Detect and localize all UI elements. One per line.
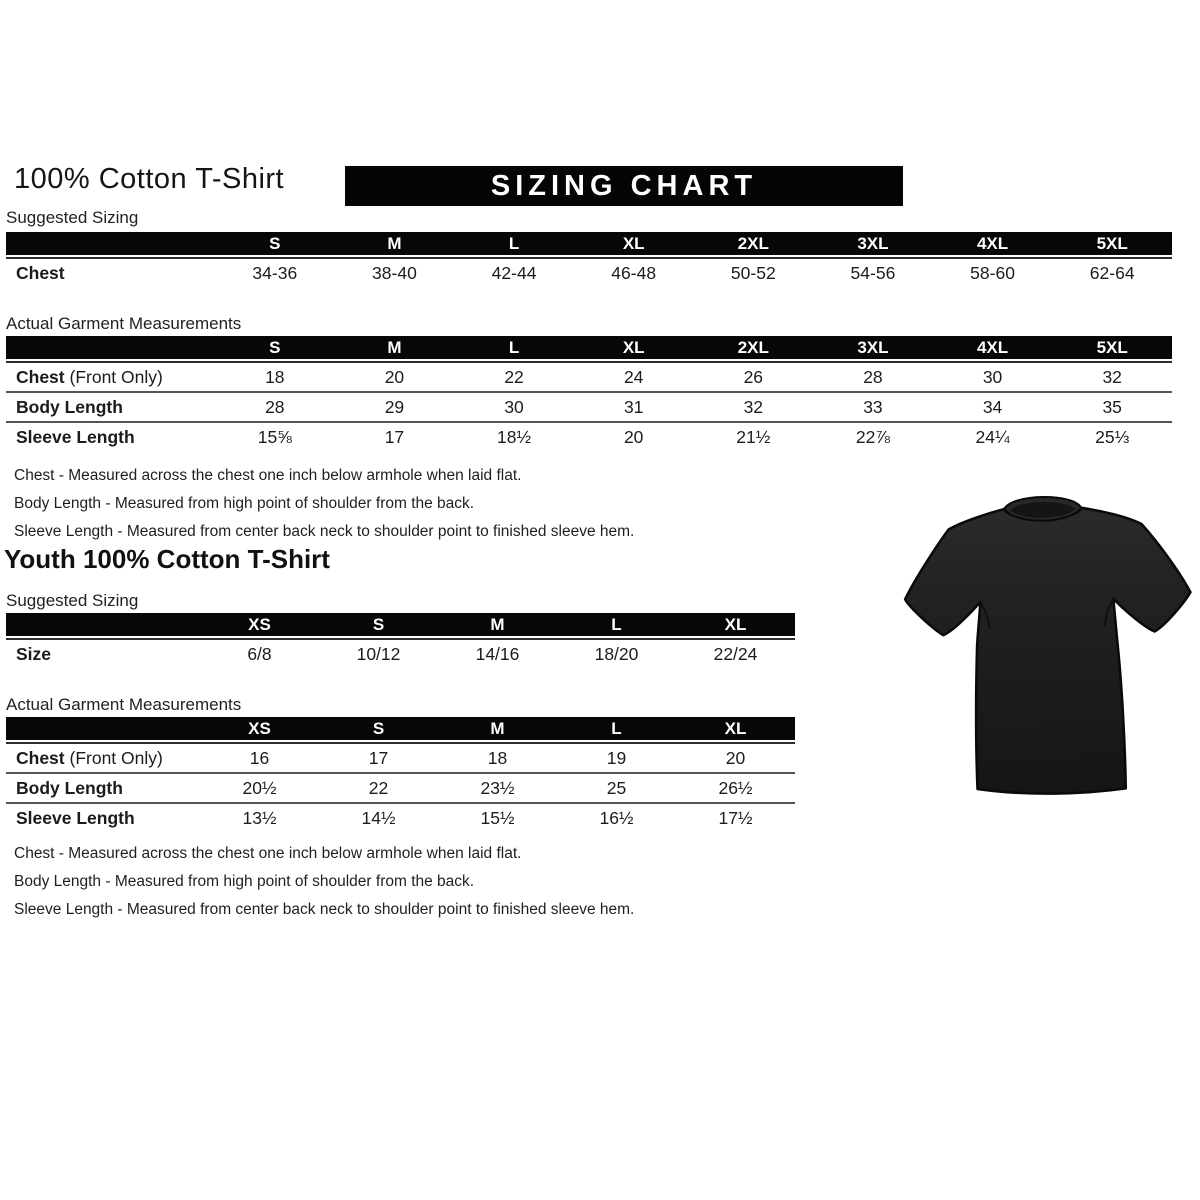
measurement-row <box>6 361 1172 391</box>
measurement-value: 24 <box>574 361 694 391</box>
size-header-row <box>6 336 1172 361</box>
size-column-header: 3XL <box>813 336 933 361</box>
size-column-header: XS <box>200 717 319 742</box>
measurement-value: 34-36 <box>215 257 335 287</box>
youth-section-title: Youth 100% Cotton T-Shirt <box>4 544 330 574</box>
adult-suggested-sizing-table <box>6 232 1172 287</box>
size-column-header: L <box>557 717 676 742</box>
measurement-row <box>6 802 795 832</box>
measurement-value: 26 <box>694 361 814 391</box>
measurement-value: 25 <box>557 772 676 802</box>
note-body-length: Body Length - Measured from high point of shoulder from the back. <box>14 495 475 512</box>
measurement-value: 16½ <box>557 802 676 832</box>
size-column-header: M <box>438 717 557 742</box>
table-corner-cell <box>6 717 200 742</box>
row-label <box>6 361 215 391</box>
note-body-length: Body Length - Measured from high point of shoulder from the back. <box>14 873 475 890</box>
size-column-header: M <box>335 336 455 361</box>
measurement-value: 54-56 <box>813 257 933 287</box>
measurement-row <box>6 257 1172 287</box>
table-corner-cell <box>6 336 215 361</box>
measurement-value: 20½ <box>200 772 319 802</box>
note-chest: Chest - Measured across the chest one inch below armhole when laid flat. <box>14 467 522 484</box>
measurement-value: 18 <box>438 742 557 772</box>
measurement-value: 26½ <box>676 772 795 802</box>
row-label-text: Body Length <box>16 777 123 798</box>
note-chest: Chest - Measured across the chest one inch below armhole when laid flat. <box>14 845 522 862</box>
measurement-value: 14/16 <box>438 638 557 668</box>
measurement-value: 21½ <box>694 421 814 451</box>
size-column-header: 5XL <box>1052 232 1172 257</box>
youth-suggested-sizing-table <box>6 613 795 668</box>
measurement-value: 24¼ <box>933 421 1053 451</box>
measurement-value: 15⅝ <box>215 421 335 451</box>
measurement-value: 23½ <box>438 772 557 802</box>
measurement-value: 20 <box>676 742 795 772</box>
size-column-header: XL <box>676 613 795 638</box>
measurement-row <box>6 638 795 668</box>
size-header-row <box>6 232 1172 257</box>
sizing-chart-banner-text: SIZING CHART <box>490 169 758 202</box>
size-column-header: XS <box>200 613 319 638</box>
size-column-header: S <box>319 717 438 742</box>
row-label <box>6 257 215 287</box>
size-column-header: XL <box>676 717 795 742</box>
measurement-value: 10/12 <box>319 638 438 668</box>
measurement-value: 13½ <box>200 802 319 832</box>
table-corner-cell <box>6 613 200 638</box>
measurement-value: 17 <box>335 421 455 451</box>
row-label <box>6 391 215 421</box>
row-label-text: Chest <box>16 366 65 387</box>
measurement-value: 22/24 <box>676 638 795 668</box>
measurement-value: 28 <box>215 391 335 421</box>
row-label <box>6 802 200 832</box>
measurement-value: 42-44 <box>454 257 574 287</box>
measurement-value: 30 <box>933 361 1053 391</box>
measurement-value: 32 <box>1052 361 1172 391</box>
size-column-header: M <box>438 613 557 638</box>
page-title: 100% Cotton T-Shirt <box>14 163 285 195</box>
row-label-suffix: (Front Only) <box>64 747 163 768</box>
youth-actual-measurements-table <box>6 717 795 832</box>
measurement-value: 62-64 <box>1052 257 1172 287</box>
row-label-text: Size <box>16 643 52 664</box>
measurement-value: 20 <box>574 421 694 451</box>
measurement-value: 46-48 <box>574 257 694 287</box>
tshirt-body <box>904 506 1194 796</box>
adult-measurement-notes <box>14 462 634 546</box>
measurement-value: 17 <box>319 742 438 772</box>
measurement-value: 18/20 <box>557 638 676 668</box>
measurement-value: 17½ <box>676 802 795 832</box>
size-column-header: S <box>319 613 438 638</box>
measurement-value: 22 <box>454 361 574 391</box>
adult-actual-measurements-label: Actual Garment Measurements <box>6 314 242 333</box>
table-corner-cell <box>6 232 215 257</box>
size-column-header: 4XL <box>933 232 1053 257</box>
row-label-text: Chest <box>16 262 65 283</box>
adult-suggested-sizing-label: Suggested Sizing <box>6 208 139 227</box>
row-label-text: Chest <box>16 747 65 768</box>
measurement-value: 35 <box>1052 391 1172 421</box>
measurement-value: 18 <box>215 361 335 391</box>
size-column-header: XL <box>574 336 694 361</box>
size-column-header: 5XL <box>1052 336 1172 361</box>
size-column-header: XL <box>574 232 694 257</box>
measurement-value: 22 <box>319 772 438 802</box>
measurement-value: 30 <box>454 391 574 421</box>
measurement-value: 58-60 <box>933 257 1053 287</box>
measurement-value: 25⅓ <box>1052 421 1172 451</box>
measurement-value: 34 <box>933 391 1053 421</box>
youth-suggested-sizing-label: Suggested Sizing <box>6 591 139 610</box>
measurement-value: 33 <box>813 391 933 421</box>
row-label <box>6 638 200 668</box>
size-column-header: 2XL <box>694 336 814 361</box>
row-label <box>6 772 200 802</box>
measurement-row <box>6 421 1172 451</box>
size-column-header: S <box>215 232 335 257</box>
row-label-text: Sleeve Length <box>16 807 135 828</box>
measurement-value: 15½ <box>438 802 557 832</box>
row-label-suffix: (Front Only) <box>64 366 163 387</box>
note-sleeve-length: Sleeve Length - Measured from center back neck to shoulder point to finished sleeve hem. <box>14 901 635 918</box>
row-label-text: Sleeve Length <box>16 426 135 447</box>
size-header-row <box>6 613 795 638</box>
measurement-value: 6/8 <box>200 638 319 668</box>
measurement-value: 19 <box>557 742 676 772</box>
measurement-value: 18½ <box>454 421 574 451</box>
measurement-value: 29 <box>335 391 455 421</box>
row-label <box>6 742 200 772</box>
measurement-value: 38-40 <box>335 257 455 287</box>
size-column-header: L <box>454 232 574 257</box>
row-label-text: Body Length <box>16 396 123 417</box>
adult-actual-measurements-table <box>6 336 1172 451</box>
row-label <box>6 421 215 451</box>
measurement-value: 28 <box>813 361 933 391</box>
sizing-chart-banner <box>345 166 903 206</box>
measurement-row <box>6 391 1172 421</box>
measurement-row <box>6 772 795 802</box>
size-column-header: L <box>454 336 574 361</box>
measurement-value: 32 <box>694 391 814 421</box>
size-column-header: M <box>335 232 455 257</box>
measurement-value: 20 <box>335 361 455 391</box>
size-column-header: L <box>557 613 676 638</box>
size-column-header: 3XL <box>813 232 933 257</box>
size-column-header: S <box>215 336 335 361</box>
size-header-row <box>6 717 795 742</box>
size-column-header: 4XL <box>933 336 1053 361</box>
measurement-value: 14½ <box>319 802 438 832</box>
measurement-value: 22⅞ <box>813 421 933 451</box>
black-tshirt-image <box>887 475 1200 805</box>
measurement-row <box>6 742 795 772</box>
youth-measurement-notes <box>14 840 634 924</box>
measurement-value: 16 <box>200 742 319 772</box>
measurement-value: 50-52 <box>694 257 814 287</box>
youth-actual-measurements-label: Actual Garment Measurements <box>6 695 242 714</box>
note-sleeve-length: Sleeve Length - Measured from center back neck to shoulder point to finished sleeve hem. <box>14 523 635 540</box>
measurement-value: 31 <box>574 391 694 421</box>
size-column-header: 2XL <box>694 232 814 257</box>
